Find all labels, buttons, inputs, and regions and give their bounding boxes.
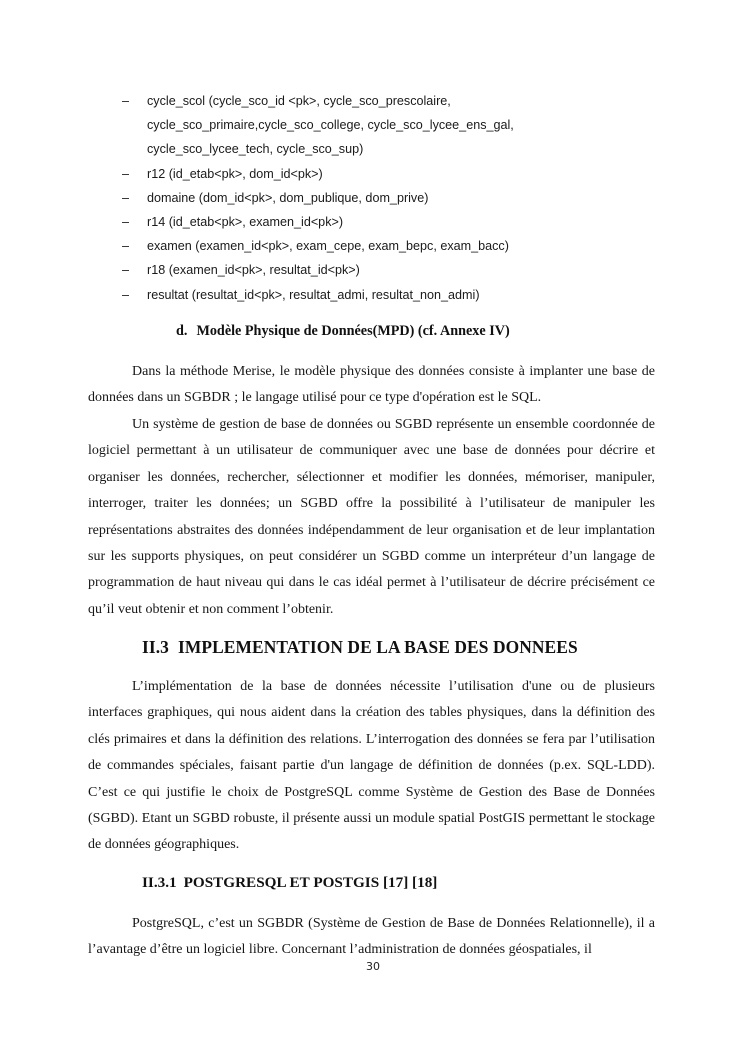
- list-dash: –: [122, 94, 130, 108]
- list-item: [122, 162, 682, 186]
- section-title: POSTGRESQL ET POSTGIS [17] [18]: [183, 874, 438, 891]
- section-number: II.3: [142, 637, 169, 657]
- paragraph-merise: [88, 359, 655, 412]
- list-item: [122, 258, 682, 282]
- section-number: II.3.1: [142, 874, 177, 891]
- paragraph-implementation: [88, 674, 655, 859]
- list-item-line: examen (examen_id<pk>, exam_cepe, exam_bepc, exam_bacc): [147, 239, 509, 254]
- list-item: [122, 283, 682, 307]
- subsection-title: Modèle Physique de Données(MPD) (cf. Annexe IV): [196, 323, 510, 339]
- list-item: [122, 210, 682, 234]
- table-schema-list: [122, 89, 682, 307]
- subsection-heading-mpd: [176, 323, 510, 340]
- paragraph-sgbd: [88, 412, 655, 623]
- list-dash: –: [122, 239, 130, 254]
- list-item-line: cycle_scol (cycle_sco_id <pk>, cycle_sco_prescolaire,: [147, 94, 451, 108]
- section-title: IMPLEMENTATION DE LA BASE DES DONNEES: [177, 637, 578, 657]
- list-item-line: domaine (dom_id<pk>, dom_publique, dom_prive): [147, 190, 429, 205]
- section-heading-implementation: [142, 637, 578, 658]
- paragraph-text: PostgreSQL, c’est un SGBDR (Système de Gestion de Base de Données Relationnelle), il a l’avantage d’être un logiciel libre. Concernant l’administration de données géospatiales, il: [88, 916, 655, 958]
- subsection-label: d.: [176, 323, 188, 339]
- list-item-line: r14 (id_etab<pk>, examen_id<pk>): [147, 215, 344, 230]
- list-dash: –: [122, 190, 130, 205]
- list-item: [122, 89, 682, 162]
- paragraph-postgresql: [88, 911, 655, 964]
- paragraph-text: L’implémentation de la base de données nécessite l’utilisation d'une ou de plusieurs interfaces graphiques, qui nous aident dans la création des tables physiques, dans la définition des clés primaires et dans la définition des relations. L’interrogation des données se fera par l’utilisation de commandes spéciales, faisant partie d'un langage de définition de données (p.ex. SQL-LDD). C’est ce qui justifie le choix de PostgreSQL comme Système de Gestion des Base de Données (SGBD). Etant un SGBD robuste, il présente aussi un module spatial PostGIS permettant le stockage de données géographiques.: [88, 679, 655, 853]
- list-item-line: resultat (resultat_id<pk>, resultat_admi, resultat_non_admi): [147, 287, 480, 302]
- page-number: 30: [366, 960, 380, 973]
- list-item: [122, 234, 682, 258]
- list-dash: –: [122, 166, 130, 181]
- list-dash: –: [122, 287, 130, 302]
- paragraph-text: Dans la méthode Merise, le modèle physique des données consiste à implanter une base de données dans un SGBDR ; le langage utilisé pour ce type d'opération est le SQL.: [88, 364, 655, 406]
- section-heading-postgresql: [142, 874, 437, 892]
- list-item: [122, 186, 682, 210]
- list-item-line: r12 (id_etab<pk>, dom_id<pk>): [147, 166, 323, 181]
- list-dash: –: [122, 263, 130, 278]
- paragraph-text: Un système de gestion de base de données ou SGBD représente un ensemble coordonnée de logiciel permettant à un utilisateur de communiquer avec une base de données pour décrire et organiser les données, rechercher, sélectionner et modifier les données, mémoriser, manipuler, interroger, traiter les données; un SGBD offre la possibilité à l’utilisateur de manipuler les représentations abstraites des données indépendamment de leur organisation et de leur implantation sur les supports physiques, on peut considérer un SGBD comme un interpréteur d’un langage de programmation de haut niveau qui dans le cas idéal permet à l’utilisateur de décrire précisément ce qu’il veut obtenir et non comment l’obtenir.: [88, 417, 655, 617]
- list-dash: –: [122, 215, 130, 230]
- list-item-line: cycle_sco_primaire,cycle_sco_college, cycle_sco_lycee_ens_gal,: [147, 118, 514, 133]
- list-item-line: r18 (examen_id<pk>, resultat_id<pk>): [147, 263, 360, 278]
- list-item-line: cycle_sco_lycee_tech, cycle_sco_sup): [147, 142, 364, 157]
